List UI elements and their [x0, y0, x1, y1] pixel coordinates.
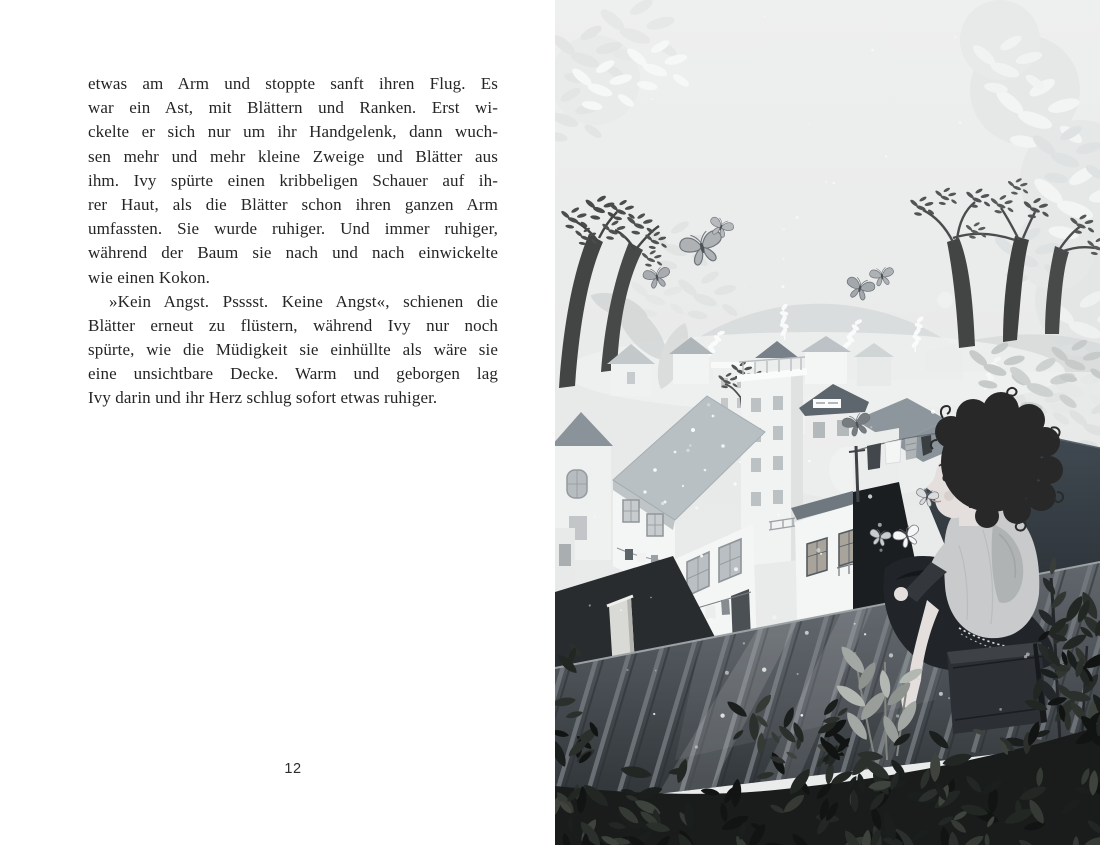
- text-line: war ein Ast, mit Blättern und Ranken. Erst wi-: [88, 98, 498, 118]
- text-line: Ivy darin und ihr Herz schlug sofort etwas ruhiger.: [88, 388, 438, 408]
- body-text: [88, 72, 498, 411]
- text-line: umfassten. Sie wurde ruhiger. Und immer ruhiger,: [88, 219, 498, 239]
- text-line: wie einen Kokon.: [88, 267, 210, 287]
- page-number: 12: [284, 761, 302, 777]
- text-line: rer Haut, als die Blätter schon ihren ganzen Arm: [88, 194, 498, 214]
- right-page: [555, 0, 1100, 845]
- rooftop-illustration: [555, 0, 1100, 845]
- text-line: ckelte er sich nur um ihr Handgelenk, dann wuch-: [88, 122, 498, 142]
- text-line: »Kein Angst. Psssst. Keine Angst«, schienen die: [109, 291, 498, 311]
- girl-hand: [894, 587, 908, 601]
- text-line: während der Baum sie nach und nach einwickelte: [88, 243, 498, 263]
- text-line: ihm. Ivy spürte einen kribbeligen Schauer auf ih-: [88, 170, 498, 190]
- suitcase: [947, 642, 1047, 734]
- text-line: etwas am Arm und stoppte sanft ihren Flug. Es: [88, 74, 498, 93]
- text-line: eine unsichtbare Decke. Warm und geborgen lag: [88, 364, 498, 384]
- text-line: Blätter erneut zu flüstern, während Ivy nur noch: [88, 315, 498, 335]
- text-line: sen mehr und mehr kleine Zweige und Blätter aus: [88, 146, 498, 166]
- text-line: spürte, wie die Müdigkeit sie einhüllte als wäre sie: [88, 340, 498, 360]
